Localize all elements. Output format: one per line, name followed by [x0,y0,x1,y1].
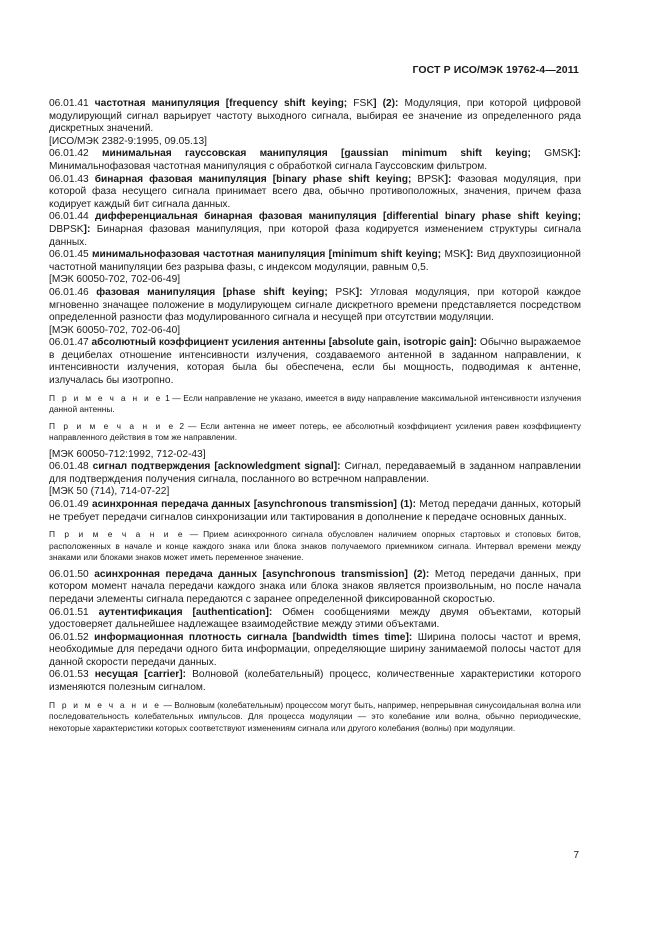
entry-number: 06.01.41 [49,98,89,109]
entry-definition: Угловая модуляция, при которой каждое мгновенно значащее положение в модулирующем сигнале дискретного времени представляется посредством определенной разности фаз модулированного сигнала и несущей при отсутствии модуляции. [49,286,581,324]
entry-definition: Минимальнофазовая частотная манипуляция с обработкой сигнала Гауссовским фильтром. [49,160,488,172]
entry-term: фазовая манипуляция [phase shift keying; [96,286,328,298]
entry-term: частотная манипуляция [frequency shift keying; [94,98,348,109]
entry-source: [МЭК 50 (714), 714-07-22] [49,486,170,498]
entry-06-01-42 [49,148,581,173]
entry-number: 06.01.53 [49,669,89,681]
entry-term-tail: ]: [355,286,363,298]
entry-06-01-53 [49,669,581,694]
note-label: П р и м е ч а н и е [49,420,176,431]
entry-definition: Модуляция, при которой цифровой модулирующий сигнал варьирует частоту выходного сигнала, выбирая ее значение из определенного ряда дискретных значений. [49,98,581,135]
entry-number: 06.01.46 [49,286,89,298]
document-header: ГОСТ Р ИСО/МЭК 19762-4—2011 [412,64,579,76]
note-2 [49,421,581,444]
entry-term: минимальнофазовая частотная манипуляция [minimum shift keying; [91,249,442,261]
entry-term: асинхронная передача данных [asynchronous transmission] (2): [94,568,430,580]
entry-source: [МЭК 60050-712:1992, 712-02-43] [49,448,206,460]
entry-term: аутентификация [authentication]: [98,606,273,618]
entry-term: абсолютный коэффициент усиления антенны [absolute gain, isotropic gain]: [91,337,478,349]
entry-definition: Ширина полосы частот и время, необходимые для передачи одного бита информации, определяющие ширину занимаемой полосы частот для данной скорости передачи данных. [49,631,581,668]
entry-abbreviation: FSK [353,98,374,109]
entry-definition: Метод передачи данных, при котором момент начала передачи каждого знака или блока знаков является произвольным, но после начала передачи элементы сигнала передаются с заранее определенной фиксированной скоростью. [49,568,581,605]
note-3 [49,529,581,564]
entry-06-01-45 [49,249,581,274]
document-body [49,98,581,734]
entry-number: 06.01.51 [49,606,89,618]
entry-term: минимальная гауссовская манипуляция [gaussian minimum shift keying; [101,148,531,160]
entry-term: асинхронная передача данных [asynchronous transmission] (1): [92,499,417,511]
note-label: П р и м е ч а н и е [49,699,162,710]
entry-definition: Вид двухпозиционной частотной манипуляции без разрыва фазы, с индексом модуляции, равным 0,5. [49,249,581,273]
entry-definition: Обычно выражаемое в децибелах отношение интенсивности излучения, создаваемого антенной в заданном направлении, к интенсивности излучения, которая была бы обеспечена, если бы мощность, подводимая к антенне, излучалась бы изотропно. [49,337,581,387]
entry-06-01-48 [49,461,581,486]
entry-06-01-51 [49,607,581,632]
note-text: — Прием асинхронного сигнала обусловлен наличием опорных стартовых и стоповых битов, расположенных в начале и конце каждого знака или блока знаков получаемого приемником сигнала. Интервал времени между знаками или блоками знаков может иметь переменное значение. [49,529,581,563]
entry-abbreviation: MSK [444,249,467,261]
note-1 [49,393,581,416]
note-label: П р и м е ч а н и е [49,529,185,540]
entry-abbreviation: PSK [335,286,356,298]
entry-definition: Метод передачи данных, который не требует передачи сигналов синхронизации или тактирования в дополнение к передаче основных данных. [49,499,581,523]
entry-term: бинарная фазовая манипуляция [binary phase shift keying; [94,173,412,185]
entry-06-01-52 [49,632,581,670]
entry-definition: Фазовая модуляция, при которой фаза несущего сигнала принимает всего два, обычно противоположных, значения, причем фаза кодирует каждый бит сигнала данных. [49,173,581,210]
note-text: — Волновым (колебательным) процессом могут быть, например, непрерывная синусоидальная волна или последовательность колебательных импульсов. Для процесса модуляции — это колебание или волна, обычно периодические, некоторые характеристики которых соответствуют изменениям сигнала или другого колебания (волны) при модуляции. [49,699,581,733]
entry-term: информационная плотность сигнала [bandwidth times time]: [94,631,413,643]
entry-source: [ИСО/МЭК 2382-9:1995, 09.05.13] [49,135,207,147]
entry-abbreviation: BPSK [417,173,445,185]
entry-number: 06.01.42 [49,148,89,160]
note-label: П р и м е ч а н и е [49,392,163,403]
entry-number: 06.01.52 [49,631,89,643]
entry-number: 06.01.48 [49,461,89,473]
entry-term-tail: ]: [83,223,91,235]
entry-06-01-50 [49,569,581,607]
note-text: 1 — Если направление не указано, имеется в виду направление максимальной интенсивности излучения данной антенны. [49,392,582,415]
entry-term: дифференциальная бинарная фазовая манипуляция [differential binary phase shift keying; [95,211,581,223]
entry-abbreviation: GMSK [544,148,575,160]
page-number: 7 [573,850,579,861]
entry-source: [МЭК 60050-702, 702-06-40] [49,324,181,336]
entry-06-01-47 [49,337,581,387]
note-text: 2 — Если антенна не имеет потерь, ее абсолютный коэффициент усиления равен коэффициенту направленного действия в том же направлении. [49,420,581,443]
entry-number: 06.01.43 [49,173,89,185]
entry-06-01-41 [49,98,581,136]
entry-06-01-49 [49,499,581,524]
entry-definition: Волновой (колебательный) процесс, количественные характеристики которого изменяются полезным сигналом. [49,669,581,694]
entry-number: 06.01.44 [49,211,89,223]
entry-number: 06.01.50 [49,568,89,580]
entry-source: [МЭК 60050-702, 702-06-49] [49,274,181,286]
entry-definition: Бинарная фазовая манипуляция, при которой фаза кодируется изменением структуры сигнала данных. [49,223,581,248]
entry-definition: Сигнал, передаваемый в заданном направлении для подтверждения получения сигнала, посланного во встречном направлении. [49,461,581,485]
entry-06-01-46 [49,287,581,325]
entry-number: 06.01.49 [49,499,89,511]
entry-term: несущая [carrier]: [94,669,187,681]
entry-term-tail: ]: [444,173,452,185]
entry-06-01-44 [49,211,581,249]
entry-term: сигнал подтверждения [acknowledgment signal]: [92,461,341,473]
entry-abbreviation: DBPSK [49,223,84,235]
entry-number: 06.01.47 [49,337,89,349]
entry-number: 06.01.45 [49,249,89,261]
note-4 [49,700,581,735]
entry-definition: Обмен сообщениями между двумя объектами, который удостоверяет дальнейшее надлежащее взаимодействие между этими объектами. [49,606,581,631]
entry-term-tail: ]: [574,148,581,160]
entry-term-tail: ] (2): [373,98,399,109]
entry-term-tail: ]: [466,249,474,261]
entry-06-01-43 [49,174,581,212]
